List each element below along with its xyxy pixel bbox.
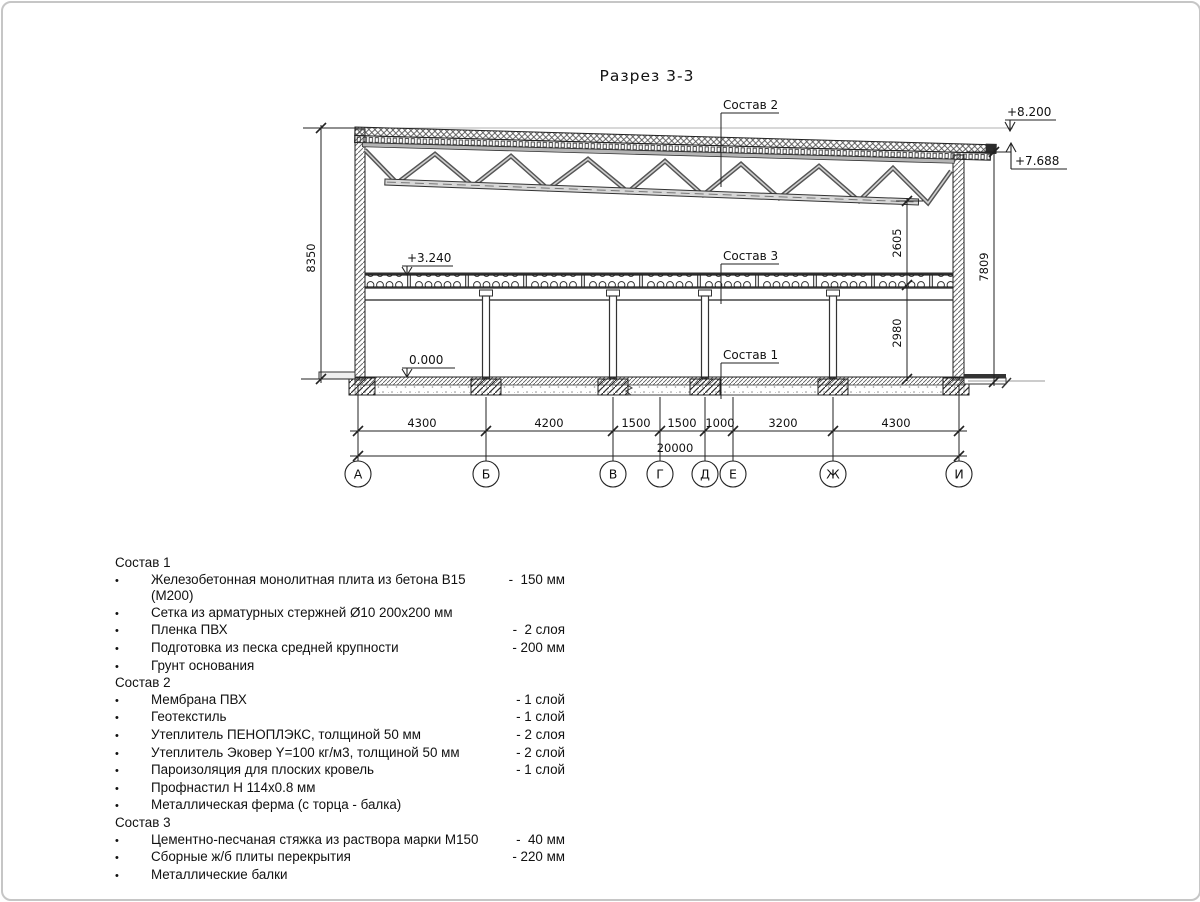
elevation-roof-top [1005,105,1056,131]
left-apron [301,372,355,379]
bullet-icon: • [115,869,119,882]
svg-text:20000: 20000 [656,441,694,455]
svg-text:7809: 7809 [977,252,991,282]
bullet-icon: • [115,747,119,760]
axis-labels [354,467,964,482]
legend-item: • Пленка ПВХ - 2 слоя [115,622,565,640]
legend-item: • Сборные ж/б плиты перекрытия - 220 мм [115,849,565,867]
left-wall [355,129,365,380]
svg-text:Состав 2: Состав 2 [723,98,779,112]
roof-assembly [354,126,996,164]
column [827,290,840,378]
bullet-icon: • [115,729,119,742]
legend-item: • Утеплитель Эковер Y=100 кг/м3, толщиной 50 мм - 2 слой [115,745,565,763]
legend-item: • Сетка из арматурных стержней Ø10 200х200 мм [115,605,565,623]
legend-item: • Грунт основания [115,658,565,676]
legend-item: • Металлическая ферма (с торца - балка) [115,797,565,815]
elevation-floor [402,251,453,275]
legend-item: • Подготовка из песка средней крупности - 200 мм [115,640,565,658]
svg-text:4300: 4300 [407,416,437,430]
right-wall [953,155,964,380]
bullet-icon: • [115,800,119,813]
dim-bottom [350,385,967,461]
svg-text:4300: 4300 [881,416,911,430]
bullet-icon: • [115,574,119,587]
svg-text:4200: 4200 [534,416,564,430]
legend-section-title: Состав 2 [115,675,171,691]
section-drawing [3,3,1199,548]
svg-text:+8.200: +8.200 [1007,105,1052,119]
legend-item: • Пароизоляция для плоских кровель - 1 слой [115,762,565,780]
svg-text:8350: 8350 [304,243,318,273]
legend-item: • Профнастил Н 114х0.8 мм [115,780,565,798]
svg-text:2980: 2980 [890,318,904,348]
columns [480,290,840,378]
column [699,290,712,378]
elevation-ground [402,353,455,377]
legend-item: • Геотекстиль - 1 слой [115,709,565,727]
legend-item: • Металлические балки [115,867,565,885]
svg-text:А: А [353,466,363,482]
legend-item: • Мембрана ПВХ - 1 слой [115,692,565,710]
legend-section-title: Состав 3 [115,814,171,830]
floor-slab [365,273,953,301]
bullet-icon: • [115,765,119,778]
right-apron [964,374,1045,388]
legend-section-title: Состав 1 [115,555,171,570]
bullet-icon: • [115,642,119,655]
svg-text:Б: Б [481,466,491,482]
materials-legend [115,555,565,884]
bullet-icon: • [115,625,119,638]
dim-left-height [301,123,355,384]
bullet-icon: • [115,694,119,707]
legend-item: • Цементно-песчаная стяжка из раствора марки М150 - 40 мм [115,832,565,850]
ground-slab [355,377,964,385]
dim-right-total [966,147,1011,387]
svg-text:0.000: 0.000 [409,353,444,367]
drawing-title: Разрез 3-3 [599,67,695,85]
svg-text:Состав 3: Состав 3 [723,249,779,263]
sand-layer [355,385,964,395]
svg-text:Состав 1: Состав 1 [723,348,779,362]
svg-text:Ж: Ж [826,466,840,482]
bullet-icon: • [115,852,119,865]
svg-text:Д: Д [700,466,710,482]
svg-text:+7.688: +7.688 [1015,154,1060,168]
hollow-core-slab [365,275,953,287]
legend-item: • Железобетонная монолитная плита из бетона В15 (М200) - 150 мм [115,571,565,604]
foundation [301,372,1045,395]
column [607,290,620,378]
column [480,290,493,378]
svg-text:И: И [954,466,964,482]
elevation-roof-bottom [1006,143,1067,169]
svg-text:2605: 2605 [890,228,904,258]
svg-text:В: В [608,466,618,482]
drawing-sheet [1,1,1200,901]
bullet-icon: • [115,782,119,795]
svg-text:+3.240: +3.240 [407,251,452,265]
axis-bubbles [345,461,972,487]
svg-text:1000: 1000 [705,416,735,430]
bullet-icon: • [115,660,119,673]
bullet-icon: • [115,607,119,620]
dim-right-inner [890,196,923,384]
svg-text:Г: Г [656,466,664,482]
svg-text:1500: 1500 [667,416,697,430]
bullet-icon: • [115,834,119,847]
svg-text:Е: Е [729,466,737,482]
bullet-icon: • [115,712,119,725]
legend-item: • Утеплитель ПЕНОПЛЭКС, толщиной 50 мм - 2 слоя [115,727,565,745]
svg-text:3200: 3200 [768,416,798,430]
svg-text:1500: 1500 [621,416,651,430]
